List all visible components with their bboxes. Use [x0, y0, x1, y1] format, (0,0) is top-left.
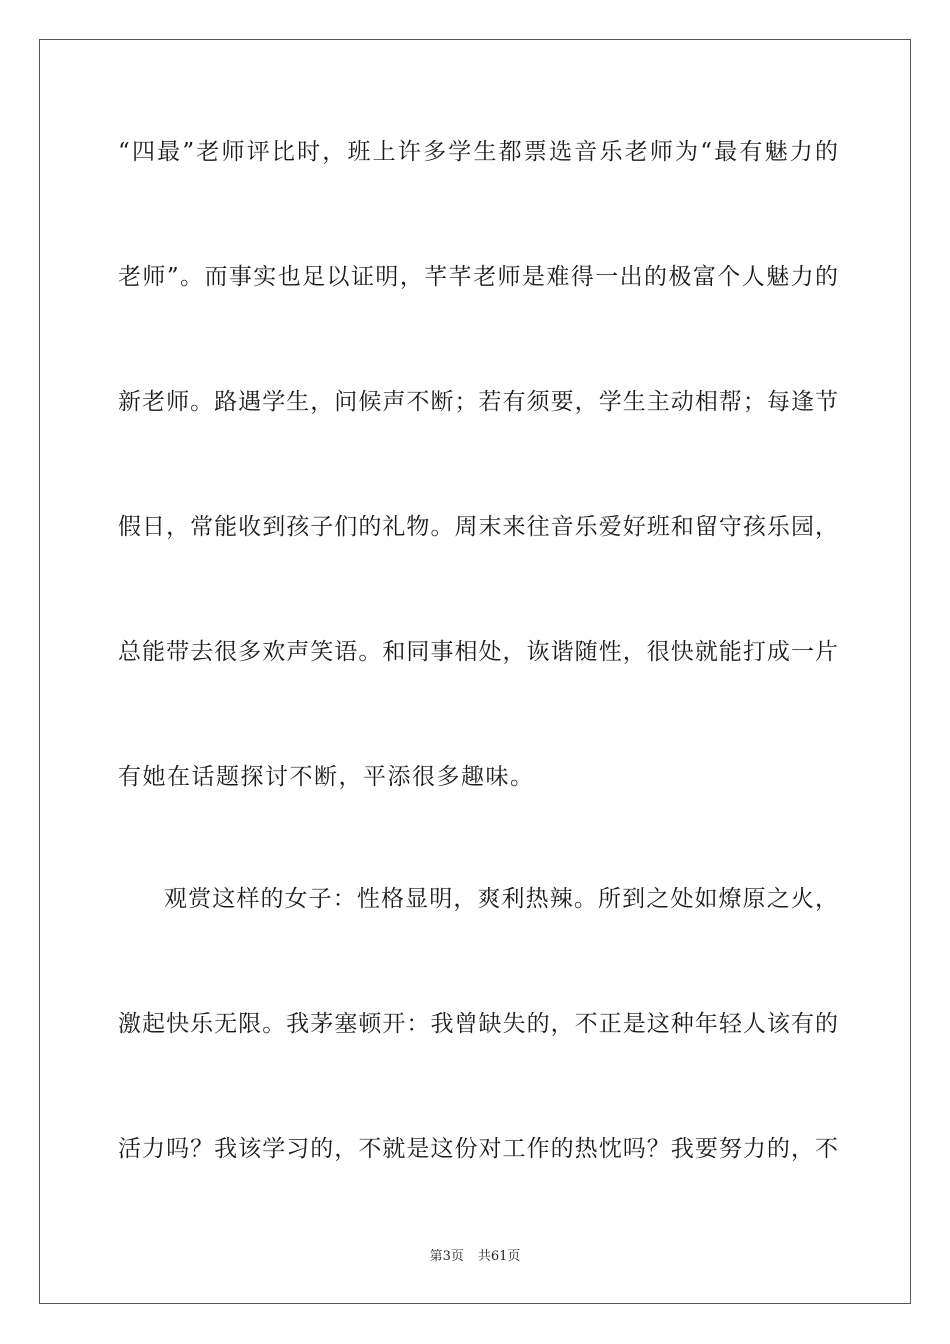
text-line-6: 有她在话题探讨不断，平添很多趣味。	[118, 764, 535, 790]
text-line-8: 激起快乐无限。我茅塞顿开：我曾缺失的，不正是这种年轻人该有的	[118, 1011, 838, 1037]
text-line-7-paragraph-start: 观赏这样的女子：性格显明，爽利热辣。所到之处如燎原之火，	[164, 886, 838, 912]
text-line-2: 老师”。而事实也足以证明，芊芊老师是难得一出的极富个人魅力的	[118, 264, 838, 290]
text-line-5: 总能带去很多欢声笑语。和同事相处，诙谐随性，很快就能打成一片	[118, 639, 838, 665]
text-line-3: 新老师。路遇学生，问候声不断；若有须要，学生主动相帮；每逢节	[118, 389, 838, 415]
page-number: 第3页	[429, 1249, 464, 1264]
text-line-4: 假日，常能收到孩子们的礼物。周末来往音乐爱好班和留守孩乐园，	[118, 514, 838, 540]
page-footer	[0, 1248, 950, 1266]
page-total: 共61页	[477, 1249, 521, 1264]
text-line-1: “四最”老师评比时，班上许多学生都票选音乐老师为“最有魅力的	[118, 139, 838, 165]
text-line-9: 活力吗？我该学习的，不就是这份对工作的热忱吗？我要努力的，不	[118, 1136, 838, 1162]
